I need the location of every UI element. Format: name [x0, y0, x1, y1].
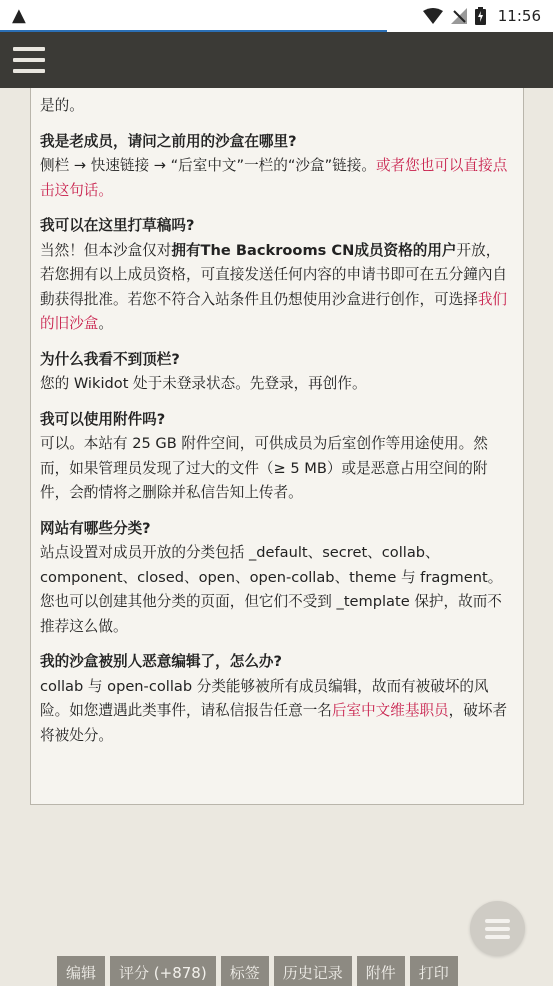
faq-question: 我的沙盒被别人恶意编辑了，怎么办?: [40, 653, 282, 670]
tags-button[interactable]: 标签: [221, 956, 269, 986]
status-bar: [0, 0, 553, 32]
edit-button[interactable]: 编辑: [57, 956, 105, 986]
faq-question: 网站有哪些分类?: [40, 519, 151, 537]
clock: 11:56: [497, 7, 541, 25]
staff-link[interactable]: 后室中文维基职员: [331, 702, 449, 719]
faq-answer: 站点设置对成员开放的分类包括 _default、secret、collab、component、closed、open、open-collab、theme 与 fragment。您也可以创建其他分类的页面，但它们不受到 _template 保护，故而不推荐这么做。: [40, 544, 503, 635]
rate-button[interactable]: 评分 (+878): [110, 956, 216, 986]
sandbox-link[interactable]: 或者您也可以直接点击这句话。: [40, 157, 508, 199]
top-bar: [0, 32, 553, 88]
wifi-icon: [423, 8, 443, 24]
faq-question: 我可以使用附件吗?: [40, 410, 166, 428]
print-button[interactable]: 打印: [410, 956, 458, 986]
options-menu-button[interactable]: [470, 901, 525, 956]
faq-question: 为什么我看不到顶栏?: [40, 350, 180, 368]
faq-answer: collab 与 open-collab 分类能够被所有成员编辑，故而有被破坏的风险。如您遭遇此类事件，请私信报告任意一名后室中文维基职员，破坏者将被处分。: [40, 677, 508, 744]
history-button[interactable]: 历史记录: [274, 956, 352, 986]
intro-line: 是的。: [40, 97, 84, 114]
no-signal-icon: [451, 8, 467, 24]
page-options-bar: [57, 956, 458, 983]
faq-answer: 侧栏 → 快速链接 → “后室中文”一栏的“沙盒”链接。或者您也可以直接点击这句话。: [40, 157, 508, 199]
status-icons: [423, 7, 541, 25]
battery-charging-icon: [475, 7, 486, 25]
faq-question: 我是老成员，请问之前用的沙盒在哪里?: [40, 132, 297, 150]
warning-icon: ▲: [12, 5, 26, 26]
files-button[interactable]: 附件: [357, 956, 405, 986]
faq-answer: 当然！但本沙盒仅对拥有The Backrooms CN成员资格的用户开放，若您拥有以上成员资格，可直接发送任何内容的申请书即可在五分鐘內自動获得批准。若您不符合入站条件且仍想使用沙盒进行创作，可选择我们的旧沙盒。: [40, 241, 508, 332]
menu-icon[interactable]: [13, 47, 45, 73]
faq-answer: 您的 Wikidot 处于未登录状态。先登录，再创作。: [40, 375, 367, 392]
old-sandbox-link[interactable]: 我们的旧沙盒: [40, 290, 508, 332]
faq-question: 我可以在这里打草稿吗?: [40, 217, 195, 234]
faq-answer: 可以。本站有 25 GB 附件空间，可供成员为后室创作等用途使用。然而，如果管理员发现了过大的文件（≥ 5 MB）或是恶意占用空间的附件，会酌情将之删除并私信告知上传者。: [40, 435, 488, 501]
page-content: [30, 88, 524, 805]
